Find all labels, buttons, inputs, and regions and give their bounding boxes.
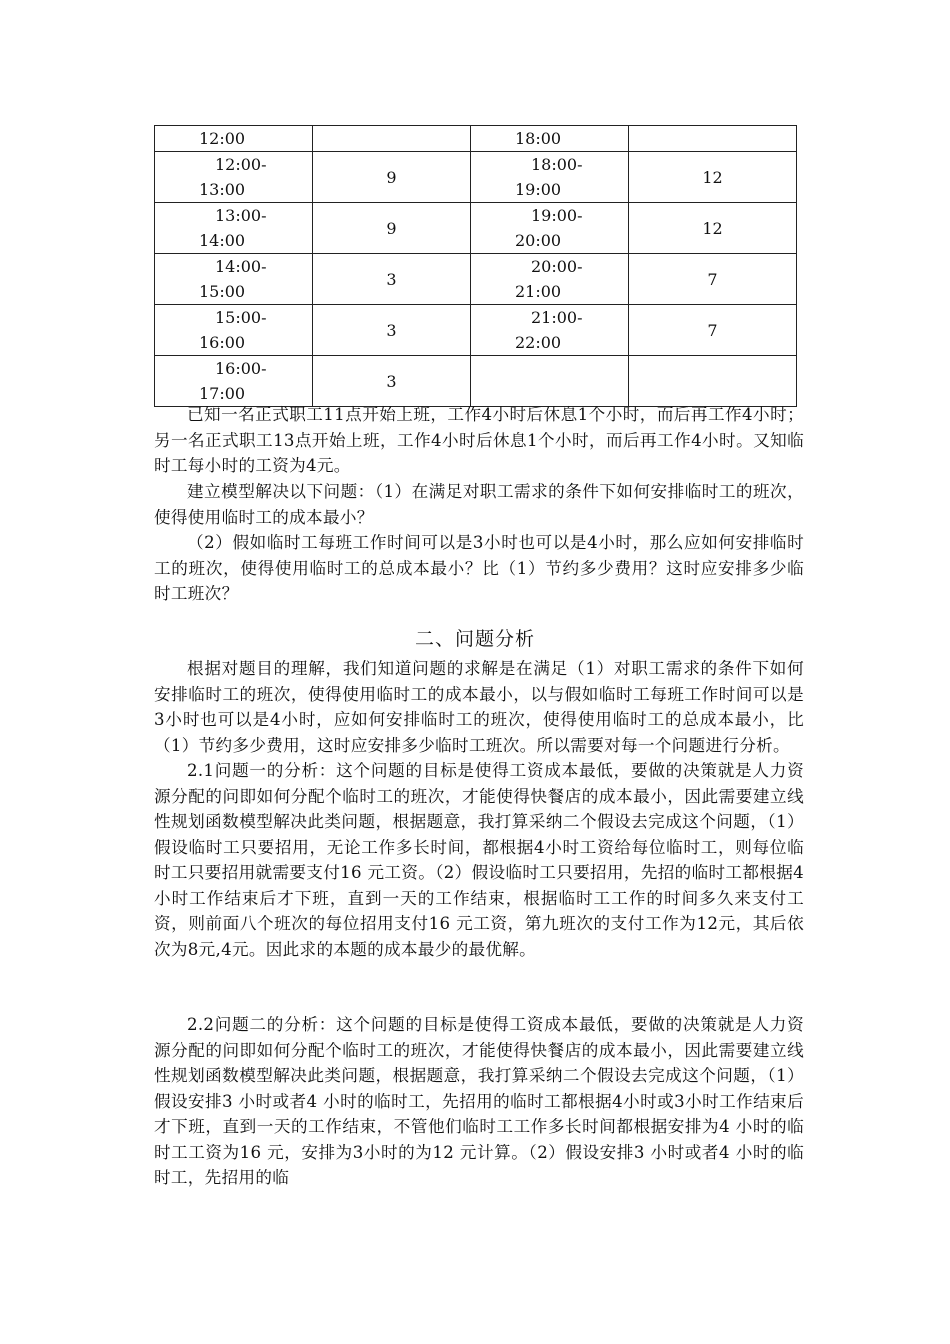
table-row [155,305,797,356]
value-cell: 12 [629,203,797,254]
time-cell: 19:00- 20:00 [471,203,629,254]
time-cell: 20:00- 21:00 [471,254,629,305]
table-row [155,356,797,407]
time-cell: 18:00 [471,126,629,152]
value-cell: 7 [629,305,797,356]
time-cell: 14:00- 15:00 [155,254,313,305]
value-cell [629,126,797,152]
paragraph-analysis-q2: 2.2问题二的分析：这个问题的目标是使得工资成本最低，要做的决策就是人力资源分配的问即如何分配个临时工的班次，才能使得快餐店的成本最小，因此需要建立线性规划函数模型解决此类问题，根据题意，我打算采纳二个假设去完成这个问题，（1）假设安排3 小时或者4 小时的临时工，先招用的临时工都根据4小时或3小时工作结束后才下班，直到一天的工作结束，不管他们临时工工作多长时间都根据安排为4 小时的临时工工资为16 元，安排为3小时的为12 元计算。（2）假设安排3 小时或者4 小时的临时工，先招用的临 [154,1015,804,1187]
time-cell: 21:00- 22:00 [471,305,629,356]
table-row [155,254,797,305]
time-cell: 15:00- 16:00 [155,305,313,356]
value-cell [313,126,471,152]
value-cell: 7 [629,254,797,305]
paragraph-question-2: （2）假如临时工每班工作时间可以是3小时也可以是4小时，那么应如何安排临时工的班次，使得使用临时工的总成本最小？比（1）节约多少费用？这时应安排多少临时工班次？ [154,533,804,603]
time-cell: 16:00- 17:00 [155,356,313,407]
time-cell: 12:00- 13:00 [155,152,313,203]
value-cell: 9 [313,152,471,203]
paragraph-analysis-intro: 根据对题目的理解，我们知道问题的求解是在满足（1）对职工需求的条件下如何安排临时工的班次，使得使用临时工的成本最小，以与假如临时工每班工作时间可以是3小时也可以是4小时，应如何安排临时工的班次，使得使用临时工的总成本最小，比（1）节约多少费用，这时应安排多少临时工班次。所以需要对每一个问题进行分析。 [154,659,804,755]
value-cell [629,356,797,407]
table-row [155,203,797,254]
time-cell: 12:00 [155,126,313,152]
section-heading: 二、问题分析 [414,628,535,650]
table-row [155,152,797,203]
paragraph-analysis-q1: 2.1问题一的分析：这个问题的目标是使得工资成本最低，要做的决策就是人力资源分配的问即如何分配个临时工的班次，才能使得快餐店的成本最小，因此需要建立线性规划函数模型解决此类问题，根据题意，我打算采纳二个假设去完成这个问题，（1）假设临时工只要招用，无论工作多长时间，都根据4小时工资给每位临时工，则每位临时工只要招用就需要支付16 元工资。（2）假设临时工只要招用，先招的临时工都根据4小时工作结束后才下班，直到一天的工作结束，根据临时工工作的时间多久来支付工资，则前面八个班次的每位招用支付16 元工资，第九班次的支付工作为12元，其后依次为8元,4元。因此求的本题的成本最少的最优解。 [154,761,804,959]
value-cell: 3 [313,305,471,356]
table-row [155,126,797,152]
value-cell: 3 [313,254,471,305]
value-cell: 3 [313,356,471,407]
time-cell: 13:00- 14:00 [155,203,313,254]
paragraph-question-1: 建立模型解决以下问题：（1）在满足对职工需求的条件下如何安排临时工的班次，使得使用临时工的成本最小？ [154,482,804,527]
value-cell: 9 [313,203,471,254]
shift-demand-table [154,125,797,407]
paragraph-staff-schedule: 已知一名正式职工11点开始上班，工作4小时后休息1个小时，而后再工作4小时；另一名正式职工13点开始上班，工作4小时后休息1个小时，而后再工作4小时。又知临时工每小时的工资为4元。 [154,405,804,475]
value-cell: 12 [629,152,797,203]
time-cell: 18:00- 19:00 [471,152,629,203]
time-cell [471,356,629,407]
